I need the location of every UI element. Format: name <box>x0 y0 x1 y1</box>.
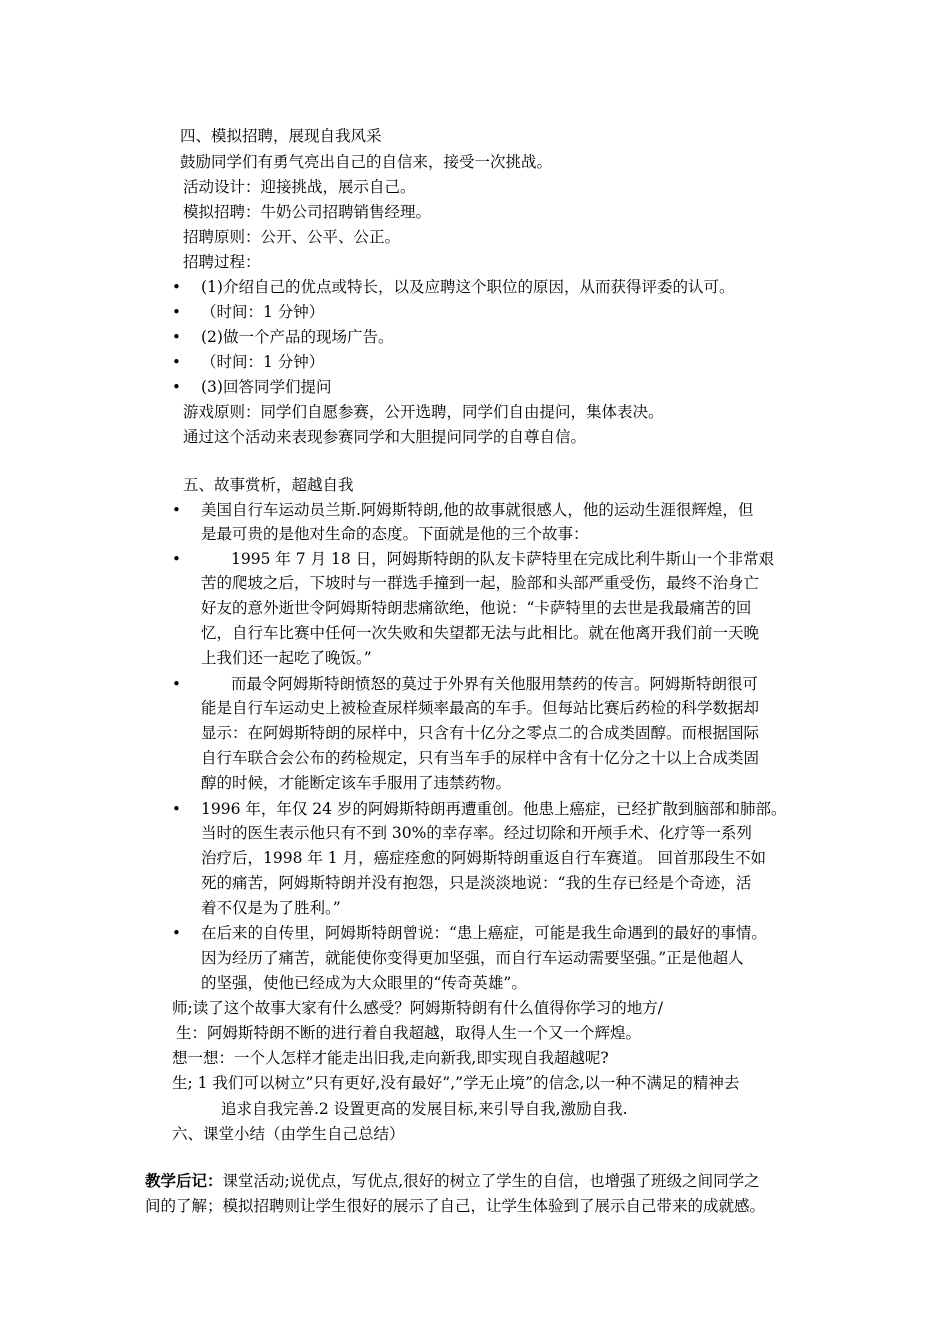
story1-line-1: 1995 年 7 月 18 日，阿姆斯特朗的队友卡萨特里在完成比利牛斯山一个非常艰 <box>231 550 775 568</box>
teacher-question: 师;读了这个故事大家有什么感受？阿姆斯特朗有什么值得你学习的地方/ <box>172 999 663 1017</box>
bullet-icon: • <box>172 303 181 321</box>
section4-principle: 招聘原则：公开、公平、公正。 <box>183 228 401 246</box>
student-answer-2-line-1: 生; 1 我们可以树立”只有更好,没有最好”,”学无止境”的信念,以一种不满足的精神去 <box>172 1074 740 1092</box>
postscript-line-2: 间的了解；模拟招聘则让学生很好的展示了自己，让学生体验到了展示自己带来的成就感。 <box>145 1197 766 1215</box>
game-rule: 游戏原则：同学们自愿参赛，公开选聘，同学们自由提问，集体表决。 <box>183 403 664 421</box>
section4-activity: 活动设计：迎接挑战，展示自己。 <box>183 178 416 196</box>
section4-process-label: 招聘过程： <box>183 253 261 271</box>
section4-heading: 四、模拟招聘，展现自我风采 <box>180 127 382 145</box>
student-answer: 生：阿姆斯特朗不断的进行着自我超越，取得人生一个又一个辉煌。 <box>176 1024 642 1042</box>
story4-line-2: 因为经历了痛苦，就能使你变得更加坚强，而自行车运动需要坚强。”正是他超人 <box>201 949 744 967</box>
section4-encourage: 鼓励同学们有勇气亮出自己的自信来，接受一次挑战。 <box>180 153 553 171</box>
story3-line-4: 死的痛苦，阿姆斯特朗并没有抱怨，只是淡淡地说：“我的生存已经是个奇迹，活 <box>201 874 752 892</box>
story3-line-1: 1996 年，年仅 24 岁的阿姆斯特朗再遭重创。他患上癌症，已经扩散到脑部和肺部。 <box>201 800 787 818</box>
story1-line-2: 苦的爬坡之后，下坡时与一群选手撞到一起，脸部和头部严重受伤，最终不治身亡 <box>201 574 760 592</box>
intro-line-2: 是最可贵的是他对生命的态度。下面就是他的三个故事： <box>201 525 589 543</box>
story1-line-3: 好友的意外逝世令阿姆斯特朗悲痛欲绝，他说：“卡萨特里的去世是我最痛苦的回 <box>201 599 752 617</box>
bullet-icon: • <box>172 501 181 519</box>
bullet-icon: • <box>172 924 181 942</box>
story3-line-3: 治疗后，1998 年 1 月，癌症痊愈的阿姆斯特朗重返自行车赛道。 回首那段生不如 <box>201 849 767 867</box>
postscript-text-1: 课堂活动;说优点，写优点,很好的树立了学生的自信，也增强了班级之间同学之 <box>222 1172 760 1190</box>
section6-heading: 六、课堂小结（由学生自己总结） <box>172 1125 405 1143</box>
section5-heading: 五、故事赏析，超越自我 <box>183 476 354 494</box>
bullet-icon: • <box>172 800 181 818</box>
bullet-icon: • <box>172 328 181 346</box>
process-item-1: (1)介绍自己的优点或特长，以及应聘这个职位的原因，从而获得评委的认可。 <box>201 278 735 296</box>
postscript-line-1 <box>145 1169 760 1193</box>
think-prompt: 想一想：一个人怎样才能走出旧我,走向新我,即实现自我超越呢? <box>172 1049 609 1067</box>
story1-line-4: 忆，自行车比赛中任何一次失败和失望都无法与此相比。就在他离开我们前一天晚 <box>201 624 760 642</box>
story2-line-3: 显示：在阿姆斯特朗的尿样中，只含有十亿分之零点二的合成类固醇。而根据国际 <box>201 724 760 742</box>
bullet-icon: • <box>172 378 181 396</box>
process-item-4: （时间：1 分钟） <box>201 353 325 371</box>
intro-line-1: 美国自行车运动员兰斯.阿姆斯特朗,他的故事就很感人，他的运动生涯很辉煌，但 <box>201 501 754 519</box>
activity-purpose: 通过这个活动来表现参赛同学和大胆提问同学的自尊自信。 <box>183 428 587 446</box>
story3-line-5: 着不仅是为了胜利。” <box>201 899 341 917</box>
process-item-2: （时间：1 分钟） <box>201 303 325 321</box>
story2-line-4: 自行车联合会公布的药检规定，只有当车手的尿样中含有十亿分之十以上合成类固 <box>201 749 760 767</box>
story4-line-1: 在后来的自传里，阿姆斯特朗曾说：“患上癌症，可能是我生命遇到的最好的事情。 <box>201 924 767 942</box>
story3-line-2: 当时的医生表示他只有不到 30%的幸存率。经过切除和开颅手术、化疗等一系列 <box>201 824 752 842</box>
bullet-icon: • <box>172 675 181 693</box>
story1-line-5: 上我们还一起吃了晚饭。” <box>201 649 372 667</box>
bullet-icon: • <box>172 550 181 568</box>
story2-line-5: 醇的时候，才能断定该车手服用了违禁药物。 <box>201 774 512 792</box>
section4-mock: 模拟招聘：牛奶公司招聘销售经理。 <box>183 203 432 221</box>
student-answer-2-line-2: 追求自我完善.2 设置更高的发展目标,来引导自我,激励自我. <box>221 1100 628 1118</box>
story4-line-3: 的坚强，使他已经成为大众眼里的“传奇英雄”。 <box>201 974 527 992</box>
process-item-5: (3)回答同学们提问 <box>201 378 332 396</box>
bullet-icon: • <box>172 278 181 296</box>
bullet-icon: • <box>172 353 181 371</box>
story2-line-1: 而最令阿姆斯特朗愤怒的莫过于外界有关他服用禁药的传言。阿姆斯特朗很可 <box>231 675 759 693</box>
process-item-3: (2)做一个产品的现场广告。 <box>201 328 394 346</box>
postscript-label: 教学后记： <box>145 1171 223 1190</box>
story2-line-2: 能是自行车运动史上被检查尿样频率最高的车手。但每站比赛后药检的科学数据却 <box>201 699 760 717</box>
